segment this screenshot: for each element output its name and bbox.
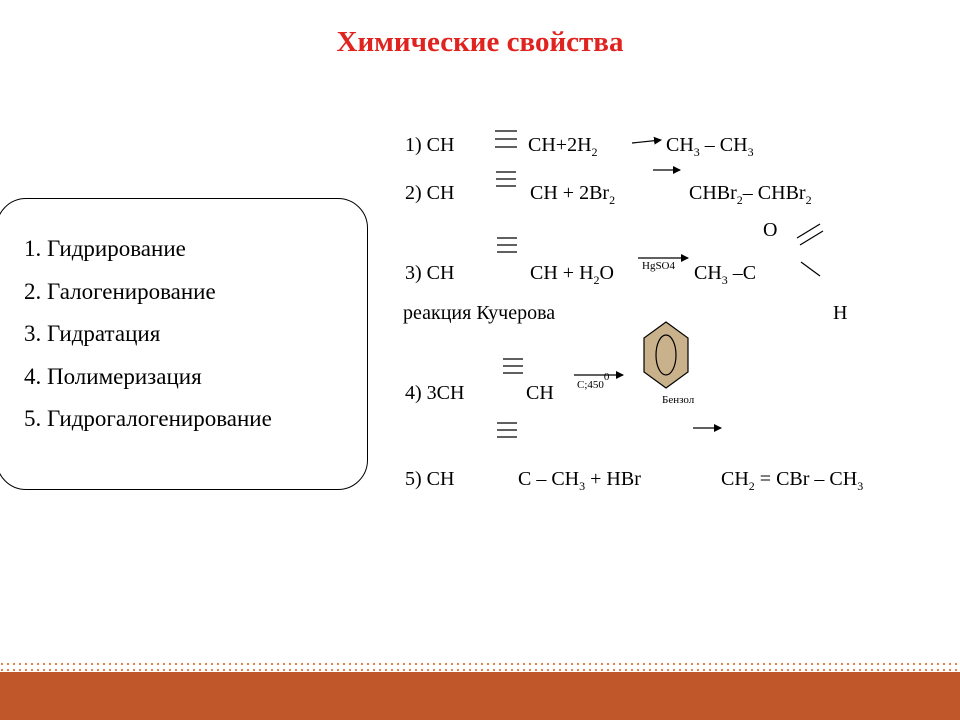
benzene-label: Бензол	[662, 394, 695, 406]
benzene-ring-icon	[644, 322, 688, 388]
reaction-3-reactant: 3) CH	[405, 262, 455, 284]
triple-bond-icon	[495, 131, 517, 147]
reaction-3-oxygen: O	[763, 219, 778, 241]
triple-bond-icon	[497, 238, 517, 252]
arrow-icon	[632, 140, 661, 143]
list-item: 2. Галогенирование	[24, 278, 216, 304]
list-item: 5. Гидрогалогенирование	[24, 406, 272, 431]
aldehyde-bond-icon	[801, 262, 820, 276]
reaction-3-catalyst: HgSO4	[642, 260, 676, 272]
reaction-4-reactant: 4) 3CH	[405, 382, 465, 404]
list-item: 4. Полимеризация	[24, 363, 202, 389]
reaction-4-reactant-end: CH	[526, 382, 554, 404]
list-item: 3. Гидратация	[24, 321, 161, 346]
reaction-3-product: $CH_3$ –C	[694, 262, 757, 287]
reaction-2-reagent: CH + $2Br_2$	[530, 182, 616, 207]
reaction-5-reactant: 5) CH	[405, 468, 455, 490]
reaction-3-name: реакция Кучерова	[403, 302, 556, 324]
reaction-3-hydrogen: H	[833, 302, 848, 324]
triple-bond-icon	[496, 172, 516, 186]
triple-bond-icon	[497, 423, 517, 437]
footer-band	[0, 662, 960, 720]
reaction-1-reactant: 1) CH	[405, 134, 455, 156]
reaction-5-product: $CH_2$ = CBr – $CH_3$	[721, 468, 864, 493]
reaction-4-condition: $C;450^0$	[577, 371, 610, 391]
reaction-1-product: $CH_3 - CH_3$	[666, 134, 754, 159]
list-item: 1. Гидрирование	[24, 236, 186, 261]
carbonyl-double-bond-icon	[797, 224, 823, 245]
reaction-2-product: CHBr$_2$– CHBr$_2$	[689, 182, 812, 207]
triple-bond-icon	[503, 359, 523, 373]
reaction-3-reagent: CH + $H_2O$	[530, 262, 614, 287]
page-title: Химические свойства	[336, 26, 624, 58]
reaction-2-reactant: 2) CH	[405, 182, 455, 204]
reaction-5-reagent: C – $CH_3$ + HBr	[518, 468, 641, 493]
reaction-1-reagent: $CH+2H_2$	[528, 134, 598, 159]
